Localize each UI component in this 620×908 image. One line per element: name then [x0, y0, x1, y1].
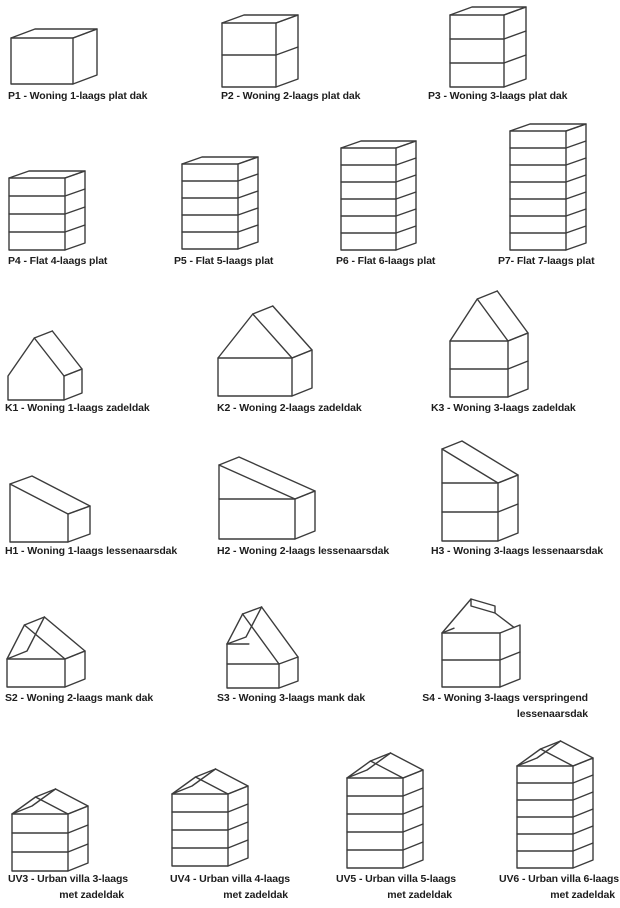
figure-p6 — [340, 140, 417, 251]
label-p6 — [336, 255, 435, 267]
label-p6-line1: P6 - Flat 6-laags plat — [336, 255, 436, 267]
figure-p1 — [10, 28, 98, 85]
label-h1 — [5, 545, 177, 557]
label-p5 — [174, 255, 273, 267]
label-uv4-line1: UV4 - Urban villa 4-laags — [170, 873, 291, 885]
label-uv6 — [499, 873, 620, 901]
label-h1-line1: H1 - Woning 1-laags lessenaarsdak — [5, 545, 178, 557]
label-p1-line1: P1 - Woning 1-laags plat dak — [8, 90, 148, 102]
figure-uv4 — [171, 768, 249, 867]
label-uv3-line2: met zadeldak — [59, 889, 124, 901]
figure-p3 — [449, 6, 527, 88]
label-k3-line1: K3 - Woning 3-laags zadeldak — [431, 402, 576, 414]
building-sketch-p2 — [221, 14, 299, 88]
building-sketch-p4 — [8, 170, 86, 251]
building-sketch-p1 — [10, 28, 98, 85]
figure-uv3 — [11, 788, 89, 872]
figure-uv5 — [346, 752, 424, 869]
label-s3-line1: S3 - Woning 3-laags mank dak — [217, 692, 366, 704]
building-sketch-uv4 — [171, 768, 249, 867]
figure-p7 — [509, 123, 587, 251]
label-k1 — [5, 402, 150, 414]
label-k3 — [431, 402, 576, 414]
label-p4 — [8, 255, 107, 267]
label-uv6-line2: met zadeldak — [550, 889, 615, 901]
building-sketch-s2 — [6, 616, 86, 688]
label-uv4 — [170, 873, 296, 901]
figure-p4 — [8, 170, 86, 251]
label-k2 — [217, 402, 362, 414]
label-h3-line1: H3 - Woning 3-laags lessenaarsdak — [431, 545, 604, 557]
building-sketch-uv6 — [516, 740, 594, 869]
building-sketch-k2 — [217, 305, 313, 397]
figure-k1 — [7, 330, 83, 401]
label-p1 — [8, 90, 147, 102]
building-sketch-h2 — [218, 456, 316, 540]
figure-h3 — [441, 440, 519, 542]
label-h3 — [431, 545, 603, 557]
figure-k2 — [217, 305, 313, 397]
label-k1-line1: K1 - Woning 1-laags zadeldak — [5, 402, 150, 414]
label-uv4-line2: met zadeldak — [223, 889, 288, 901]
figure-h2 — [218, 456, 316, 540]
building-sketch-p5 — [181, 156, 259, 250]
label-p2 — [221, 90, 360, 102]
building-sketch-uv5 — [346, 752, 424, 869]
figure-k3 — [449, 290, 529, 398]
figure-h1 — [9, 475, 91, 543]
figure-s2 — [6, 616, 86, 688]
label-s4-line2: lessenaarsdak — [516, 708, 588, 720]
label-uv5-line1: UV5 - Urban villa 5-laags — [336, 873, 457, 885]
label-p4-line1: P4 - Flat 4-laags plat — [8, 255, 108, 267]
building-sketch-k3 — [449, 290, 529, 398]
building-sketch-p3 — [449, 6, 527, 88]
building-sketch-p7 — [509, 123, 587, 251]
building-sketch-uv3 — [11, 788, 89, 872]
label-s4-line1: S4 - Woning 3-laags verspringend — [422, 692, 588, 704]
figure-p5 — [181, 156, 259, 250]
label-p3-line1: P3 - Woning 3-laags plat dak — [428, 90, 568, 102]
building-sketch-p6 — [340, 140, 417, 251]
label-h2-line1: H2 - Woning 2-laags lessenaarsdak — [217, 545, 390, 557]
building-sketch-s3 — [226, 606, 299, 689]
figure-uv6 — [516, 740, 594, 869]
label-s4 — [330, 692, 588, 720]
label-p2-line1: P2 - Woning 2-laags plat dak — [221, 90, 361, 102]
building-sketch-s4 — [441, 590, 521, 688]
label-k2-line1: K2 - Woning 2-laags zadeldak — [217, 402, 362, 414]
building-sketch-k1 — [7, 330, 83, 401]
label-uv6-line1: UV6 - Urban villa 6-laags — [499, 873, 620, 885]
label-uv3 — [8, 873, 132, 901]
building-sketch-h1 — [9, 475, 91, 543]
building-sketch-h3 — [441, 440, 519, 542]
label-uv3-line1: UV3 - Urban villa 3-laags — [8, 873, 129, 885]
figure-s3 — [226, 606, 299, 689]
label-p5-line1: P5 - Flat 5-laags plat — [174, 255, 274, 267]
label-p7 — [498, 255, 595, 267]
label-s2-line1: S2 - Woning 2-laags mank dak — [5, 692, 154, 704]
label-p7-line1: P7- Flat 7-laags plat — [498, 255, 595, 267]
figure-s4 — [441, 590, 521, 688]
label-h2 — [217, 545, 389, 557]
figure-p2 — [221, 14, 299, 88]
label-p3 — [428, 90, 567, 102]
label-uv5 — [336, 873, 460, 901]
label-uv5-line2: met zadeldak — [387, 889, 452, 901]
label-s2 — [5, 692, 153, 704]
